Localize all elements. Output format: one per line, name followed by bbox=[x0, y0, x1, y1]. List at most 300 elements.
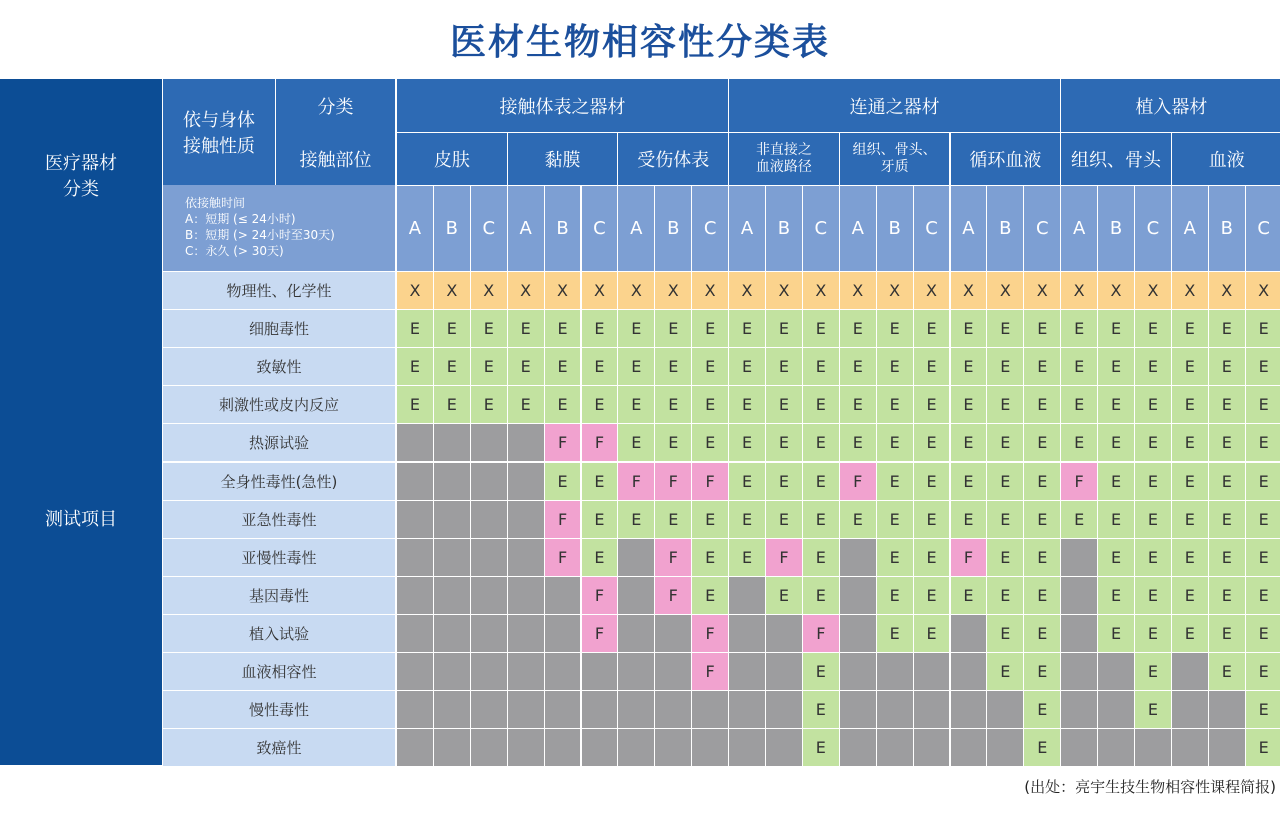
test-row-label: 植入试验 bbox=[163, 615, 395, 652]
test-row-label: 基因毒性 bbox=[163, 577, 395, 614]
matrix-cell bbox=[655, 691, 691, 728]
matrix-cell: E bbox=[1209, 615, 1245, 652]
legend-line: B：短期 (> 24小时至30天) bbox=[185, 228, 335, 242]
matrix-cell: E bbox=[803, 348, 839, 385]
matrix-cell bbox=[1061, 729, 1097, 766]
matrix-cell: E bbox=[914, 348, 950, 385]
matrix-cell: E bbox=[840, 348, 876, 385]
matrix-cell: X bbox=[951, 272, 987, 309]
matrix-cell: E bbox=[434, 348, 470, 385]
matrix-cell: E bbox=[434, 310, 470, 347]
matrix-cell bbox=[434, 577, 470, 614]
matrix-cell: E bbox=[1135, 577, 1171, 614]
matrix-cell bbox=[471, 424, 507, 461]
matrix-cell: E bbox=[914, 463, 950, 500]
duration-letter: C bbox=[1246, 186, 1280, 271]
duration-letter: C bbox=[1135, 186, 1171, 271]
matrix-cell bbox=[508, 615, 544, 652]
matrix-cell bbox=[840, 729, 876, 766]
duration-letter: A bbox=[840, 186, 876, 271]
matrix-cell bbox=[471, 539, 507, 576]
test-row-label: 慢性毒性 bbox=[163, 691, 395, 728]
duration-letter: A bbox=[1061, 186, 1097, 271]
matrix-cell: E bbox=[1098, 310, 1134, 347]
matrix-cell: E bbox=[1246, 539, 1280, 576]
matrix-cell: E bbox=[766, 348, 802, 385]
matrix-cell: E bbox=[914, 615, 950, 652]
matrix-cell bbox=[618, 653, 654, 690]
matrix-cell bbox=[655, 653, 691, 690]
matrix-cell: E bbox=[729, 386, 765, 423]
matrix-cell bbox=[582, 653, 618, 690]
matrix-cell: X bbox=[840, 272, 876, 309]
test-row-label: 致癌性 bbox=[163, 729, 395, 766]
matrix-cell: X bbox=[582, 272, 618, 309]
subgroup-header: 受伤体表 bbox=[618, 133, 728, 185]
matrix-cell: X bbox=[1172, 272, 1208, 309]
matrix-cell: E bbox=[803, 653, 839, 690]
matrix-cell bbox=[471, 463, 507, 500]
matrix-cell bbox=[655, 615, 691, 652]
test-row-label: 亚慢性毒性 bbox=[163, 539, 395, 576]
matrix-cell: X bbox=[729, 272, 765, 309]
matrix-cell: E bbox=[987, 577, 1023, 614]
matrix-cell bbox=[1209, 729, 1245, 766]
matrix-cell: X bbox=[397, 272, 433, 309]
matrix-cell: X bbox=[508, 272, 544, 309]
matrix-cell: E bbox=[545, 463, 581, 500]
matrix-cell bbox=[471, 501, 507, 538]
matrix-cell bbox=[692, 729, 728, 766]
group-header: 接触体表之器材 bbox=[397, 79, 728, 132]
matrix-cell: E bbox=[951, 463, 987, 500]
test-items-header: 测试项目 bbox=[0, 271, 162, 765]
matrix-cell bbox=[766, 729, 802, 766]
matrix-cell bbox=[397, 463, 433, 500]
matrix-cell: E bbox=[471, 348, 507, 385]
matrix-cell: E bbox=[582, 463, 618, 500]
matrix-cell: E bbox=[1172, 577, 1208, 614]
matrix-cell bbox=[618, 729, 654, 766]
matrix-cell: E bbox=[729, 424, 765, 461]
matrix-cell bbox=[877, 729, 913, 766]
matrix-cell: E bbox=[766, 463, 802, 500]
matrix-cell: E bbox=[1135, 653, 1171, 690]
matrix-cell: E bbox=[1172, 424, 1208, 461]
matrix-cell bbox=[471, 653, 507, 690]
matrix-cell bbox=[987, 729, 1023, 766]
matrix-cell: E bbox=[1209, 653, 1245, 690]
matrix-cell bbox=[397, 424, 433, 461]
matrix-cell bbox=[434, 539, 470, 576]
matrix-cell: E bbox=[1135, 615, 1171, 652]
matrix-cell: E bbox=[1246, 348, 1280, 385]
matrix-cell bbox=[545, 577, 581, 614]
matrix-cell: E bbox=[1135, 386, 1171, 423]
matrix-cell: E bbox=[1024, 424, 1060, 461]
matrix-cell: E bbox=[582, 539, 618, 576]
matrix-cell: X bbox=[877, 272, 913, 309]
matrix-cell: E bbox=[508, 348, 544, 385]
matrix-cell bbox=[508, 463, 544, 500]
matrix-cell: E bbox=[1098, 386, 1134, 423]
matrix-cell: E bbox=[397, 348, 433, 385]
matrix-cell: E bbox=[692, 386, 728, 423]
matrix-cell: E bbox=[987, 386, 1023, 423]
duration-letter: B bbox=[434, 186, 470, 271]
matrix-cell: E bbox=[508, 310, 544, 347]
matrix-cell: E bbox=[1246, 424, 1280, 461]
matrix-cell: E bbox=[803, 501, 839, 538]
matrix-cell: E bbox=[951, 501, 987, 538]
matrix-cell: E bbox=[1024, 310, 1060, 347]
matrix-cell: E bbox=[766, 310, 802, 347]
duration-letter: A bbox=[951, 186, 987, 271]
matrix-cell: E bbox=[951, 348, 987, 385]
matrix-cell: E bbox=[582, 386, 618, 423]
matrix-cell: F bbox=[766, 539, 802, 576]
matrix-cell bbox=[1061, 539, 1097, 576]
matrix-cell bbox=[397, 615, 433, 652]
matrix-cell: E bbox=[729, 501, 765, 538]
matrix-cell bbox=[1172, 729, 1208, 766]
matrix-cell bbox=[840, 615, 876, 652]
matrix-cell: E bbox=[1024, 729, 1060, 766]
matrix-cell bbox=[1098, 729, 1134, 766]
matrix-cell: E bbox=[766, 386, 802, 423]
matrix-cell: E bbox=[545, 348, 581, 385]
matrix-cell: E bbox=[1098, 615, 1134, 652]
matrix-cell bbox=[914, 729, 950, 766]
matrix-cell: F bbox=[545, 501, 581, 538]
matrix-cell: X bbox=[471, 272, 507, 309]
matrix-cell: E bbox=[655, 386, 691, 423]
matrix-cell: E bbox=[914, 424, 950, 461]
matrix-cell: F bbox=[655, 577, 691, 614]
matrix-cell bbox=[545, 691, 581, 728]
matrix-cell: E bbox=[1024, 539, 1060, 576]
test-row-label: 热源试验 bbox=[163, 424, 395, 461]
subgroup-header: 循环血液 bbox=[951, 133, 1061, 185]
matrix-cell bbox=[840, 577, 876, 614]
matrix-cell: F bbox=[840, 463, 876, 500]
matrix-cell: E bbox=[1209, 386, 1245, 423]
matrix-cell bbox=[729, 729, 765, 766]
matrix-cell: E bbox=[803, 539, 839, 576]
matrix-cell bbox=[914, 653, 950, 690]
matrix-cell: F bbox=[692, 463, 728, 500]
matrix-cell: E bbox=[951, 424, 987, 461]
matrix-cell: E bbox=[803, 691, 839, 728]
matrix-cell bbox=[618, 691, 654, 728]
matrix-cell: E bbox=[1246, 729, 1280, 766]
matrix-cell bbox=[508, 691, 544, 728]
matrix-cell: E bbox=[877, 348, 913, 385]
matrix-cell: E bbox=[692, 310, 728, 347]
matrix-cell bbox=[729, 653, 765, 690]
matrix-cell: F bbox=[618, 463, 654, 500]
matrix-cell bbox=[692, 691, 728, 728]
matrix-cell bbox=[840, 539, 876, 576]
matrix-cell: E bbox=[729, 348, 765, 385]
matrix-cell: E bbox=[1024, 653, 1060, 690]
matrix-cell: X bbox=[1246, 272, 1280, 309]
matrix-cell: E bbox=[1172, 615, 1208, 652]
matrix-cell bbox=[434, 729, 470, 766]
page-title: 医材生物相容性分类表 bbox=[449, 22, 830, 63]
matrix-cell: E bbox=[1024, 615, 1060, 652]
matrix-cell bbox=[951, 615, 987, 652]
matrix-cell: E bbox=[1246, 615, 1280, 652]
matrix-cell: E bbox=[729, 463, 765, 500]
matrix-cell bbox=[951, 691, 987, 728]
matrix-cell: E bbox=[1098, 577, 1134, 614]
matrix-cell bbox=[508, 653, 544, 690]
matrix-cell: F bbox=[692, 615, 728, 652]
matrix-cell: E bbox=[914, 310, 950, 347]
duration-letter: A bbox=[508, 186, 544, 271]
matrix-cell bbox=[397, 729, 433, 766]
matrix-cell: E bbox=[1061, 424, 1097, 461]
matrix-cell bbox=[987, 691, 1023, 728]
matrix-cell: E bbox=[1061, 348, 1097, 385]
matrix-cell: E bbox=[1246, 386, 1280, 423]
matrix-cell: E bbox=[692, 501, 728, 538]
matrix-cell: E bbox=[1246, 653, 1280, 690]
matrix-cell: E bbox=[840, 310, 876, 347]
matrix-cell bbox=[471, 577, 507, 614]
matrix-cell: E bbox=[914, 386, 950, 423]
matrix-cell: E bbox=[1172, 539, 1208, 576]
legend-line: C：永久 (> 30天) bbox=[185, 244, 284, 258]
matrix-cell bbox=[1172, 653, 1208, 690]
duration-letter: B bbox=[987, 186, 1023, 271]
matrix-cell: E bbox=[877, 577, 913, 614]
matrix-cell: E bbox=[508, 386, 544, 423]
matrix-cell: E bbox=[1098, 539, 1134, 576]
matrix-cell bbox=[951, 653, 987, 690]
matrix-cell bbox=[471, 615, 507, 652]
duration-legend bbox=[163, 185, 395, 271]
matrix-cell bbox=[1061, 577, 1097, 614]
duration-letter: C bbox=[471, 186, 507, 271]
matrix-cell: E bbox=[1209, 463, 1245, 500]
duration-letter: C bbox=[582, 186, 618, 271]
matrix-cell: E bbox=[582, 310, 618, 347]
matrix-cell: E bbox=[803, 729, 839, 766]
matrix-cell: E bbox=[545, 310, 581, 347]
matrix-cell bbox=[766, 615, 802, 652]
matrix-cell: F bbox=[545, 424, 581, 461]
matrix-cell: F bbox=[655, 463, 691, 500]
matrix-cell bbox=[508, 539, 544, 576]
matrix-cell: E bbox=[471, 310, 507, 347]
matrix-cell: E bbox=[545, 386, 581, 423]
matrix-cell: E bbox=[1172, 348, 1208, 385]
matrix-cell: E bbox=[766, 424, 802, 461]
matrix-cell: X bbox=[434, 272, 470, 309]
matrix-cell: E bbox=[1209, 577, 1245, 614]
duration-letter: B bbox=[877, 186, 913, 271]
matrix-cell bbox=[434, 653, 470, 690]
matrix-cell: E bbox=[655, 424, 691, 461]
matrix-cell: E bbox=[877, 463, 913, 500]
matrix-cell: E bbox=[1246, 501, 1280, 538]
matrix-cell: E bbox=[1098, 348, 1134, 385]
duration-letter: A bbox=[397, 186, 433, 271]
matrix-cell: E bbox=[1098, 463, 1134, 500]
group-header: 植入器材 bbox=[1061, 79, 1280, 132]
test-row-label: 亚急性毒性 bbox=[163, 501, 395, 538]
matrix-cell: E bbox=[692, 577, 728, 614]
matrix-cell: E bbox=[655, 501, 691, 538]
matrix-cell bbox=[1172, 691, 1208, 728]
matrix-cell: E bbox=[951, 310, 987, 347]
matrix-cell: E bbox=[692, 424, 728, 461]
matrix-cell: E bbox=[803, 386, 839, 423]
matrix-cell: E bbox=[1209, 539, 1245, 576]
matrix-cell: E bbox=[1024, 577, 1060, 614]
matrix-cell: E bbox=[914, 501, 950, 538]
matrix-cell: E bbox=[618, 501, 654, 538]
matrix-cell: F bbox=[692, 653, 728, 690]
matrix-cell: E bbox=[951, 577, 987, 614]
duration-letter: C bbox=[914, 186, 950, 271]
matrix-cell bbox=[766, 691, 802, 728]
matrix-cell: X bbox=[655, 272, 691, 309]
matrix-cell: E bbox=[951, 386, 987, 423]
matrix-cell: E bbox=[1246, 577, 1280, 614]
matrix-cell: E bbox=[1135, 539, 1171, 576]
matrix-cell: E bbox=[1024, 386, 1060, 423]
matrix-cell: E bbox=[1061, 501, 1097, 538]
matrix-cell: E bbox=[582, 501, 618, 538]
matrix-cell: F bbox=[655, 539, 691, 576]
matrix-cell bbox=[1135, 729, 1171, 766]
matrix-cell: E bbox=[618, 310, 654, 347]
matrix-cell: F bbox=[803, 615, 839, 652]
matrix-cell bbox=[729, 691, 765, 728]
matrix-cell: E bbox=[877, 424, 913, 461]
matrix-cell: E bbox=[1209, 348, 1245, 385]
matrix-cell: E bbox=[987, 463, 1023, 500]
test-row-label: 致敏性 bbox=[163, 348, 395, 385]
matrix-cell: E bbox=[618, 386, 654, 423]
matrix-cell bbox=[877, 653, 913, 690]
device-category-header: 医疗器材 分类 bbox=[0, 79, 162, 271]
duration-letter: C bbox=[1024, 186, 1060, 271]
matrix-cell: E bbox=[1209, 424, 1245, 461]
matrix-cell: E bbox=[914, 577, 950, 614]
matrix-cell bbox=[434, 501, 470, 538]
subgroup-header: 组织、骨头 bbox=[1061, 133, 1171, 185]
matrix-cell bbox=[951, 729, 987, 766]
matrix-cell bbox=[582, 729, 618, 766]
matrix-cell: E bbox=[655, 348, 691, 385]
matrix-cell bbox=[397, 653, 433, 690]
matrix-cell bbox=[914, 691, 950, 728]
matrix-cell: E bbox=[1246, 463, 1280, 500]
test-row-label: 刺激性或皮内反应 bbox=[163, 386, 395, 423]
matrix-cell: E bbox=[471, 386, 507, 423]
matrix-cell: E bbox=[1061, 386, 1097, 423]
matrix-cell bbox=[582, 691, 618, 728]
matrix-cell bbox=[618, 577, 654, 614]
matrix-cell: E bbox=[1135, 691, 1171, 728]
matrix-cell: E bbox=[1024, 348, 1060, 385]
matrix-cell: F bbox=[951, 539, 987, 576]
matrix-cell: X bbox=[1135, 272, 1171, 309]
matrix-cell: E bbox=[987, 424, 1023, 461]
matrix-cell: E bbox=[840, 424, 876, 461]
matrix-cell bbox=[471, 691, 507, 728]
contact-nature-header: 依与身体 接触性质 bbox=[163, 79, 275, 185]
matrix-cell: X bbox=[618, 272, 654, 309]
matrix-cell bbox=[729, 615, 765, 652]
matrix-cell: E bbox=[840, 386, 876, 423]
matrix-cell: F bbox=[582, 577, 618, 614]
matrix-cell: E bbox=[582, 348, 618, 385]
matrix-cell bbox=[434, 424, 470, 461]
matrix-cell: E bbox=[1024, 691, 1060, 728]
matrix-cell bbox=[655, 729, 691, 766]
matrix-cell: X bbox=[1098, 272, 1134, 309]
matrix-cell: E bbox=[803, 577, 839, 614]
matrix-cell bbox=[1061, 691, 1097, 728]
duration-letter: A bbox=[618, 186, 654, 271]
matrix-cell: X bbox=[1061, 272, 1097, 309]
duration-letter: A bbox=[1172, 186, 1208, 271]
matrix-cell bbox=[508, 729, 544, 766]
matrix-cell: E bbox=[803, 424, 839, 461]
matrix-cell bbox=[1061, 615, 1097, 652]
test-row-label: 物理性、化学性 bbox=[163, 272, 395, 309]
matrix-cell: F bbox=[1061, 463, 1097, 500]
matrix-cell: E bbox=[618, 348, 654, 385]
matrix-cell bbox=[508, 501, 544, 538]
matrix-cell: E bbox=[1172, 310, 1208, 347]
matrix-cell: E bbox=[987, 539, 1023, 576]
matrix-cell: E bbox=[1024, 463, 1060, 500]
matrix-cell: E bbox=[1172, 386, 1208, 423]
group-header: 连通之器材 bbox=[729, 79, 1060, 132]
category-label: 分类 bbox=[276, 79, 395, 132]
matrix-cell: E bbox=[1061, 310, 1097, 347]
matrix-cell: E bbox=[397, 310, 433, 347]
matrix-cell: F bbox=[545, 539, 581, 576]
matrix-cell: X bbox=[803, 272, 839, 309]
matrix-cell: E bbox=[877, 310, 913, 347]
matrix-cell bbox=[729, 577, 765, 614]
matrix-cell: E bbox=[1135, 424, 1171, 461]
matrix-cell: E bbox=[987, 310, 1023, 347]
matrix-cell bbox=[434, 615, 470, 652]
matrix-cell: E bbox=[987, 501, 1023, 538]
matrix-cell: E bbox=[1098, 501, 1134, 538]
matrix-cell: X bbox=[692, 272, 728, 309]
source-note: (出处：亮宇生技生物相容性课程简报) bbox=[1024, 778, 1276, 796]
matrix-cell bbox=[397, 539, 433, 576]
matrix-cell: E bbox=[655, 310, 691, 347]
matrix-cell bbox=[545, 615, 581, 652]
duration-letter: B bbox=[1209, 186, 1245, 271]
matrix-cell: E bbox=[729, 539, 765, 576]
matrix-cell: E bbox=[840, 501, 876, 538]
matrix-cell bbox=[1061, 653, 1097, 690]
matrix-cell: E bbox=[692, 348, 728, 385]
matrix-cell bbox=[1098, 691, 1134, 728]
test-row-label: 全身性毒性(急性) bbox=[163, 463, 395, 500]
